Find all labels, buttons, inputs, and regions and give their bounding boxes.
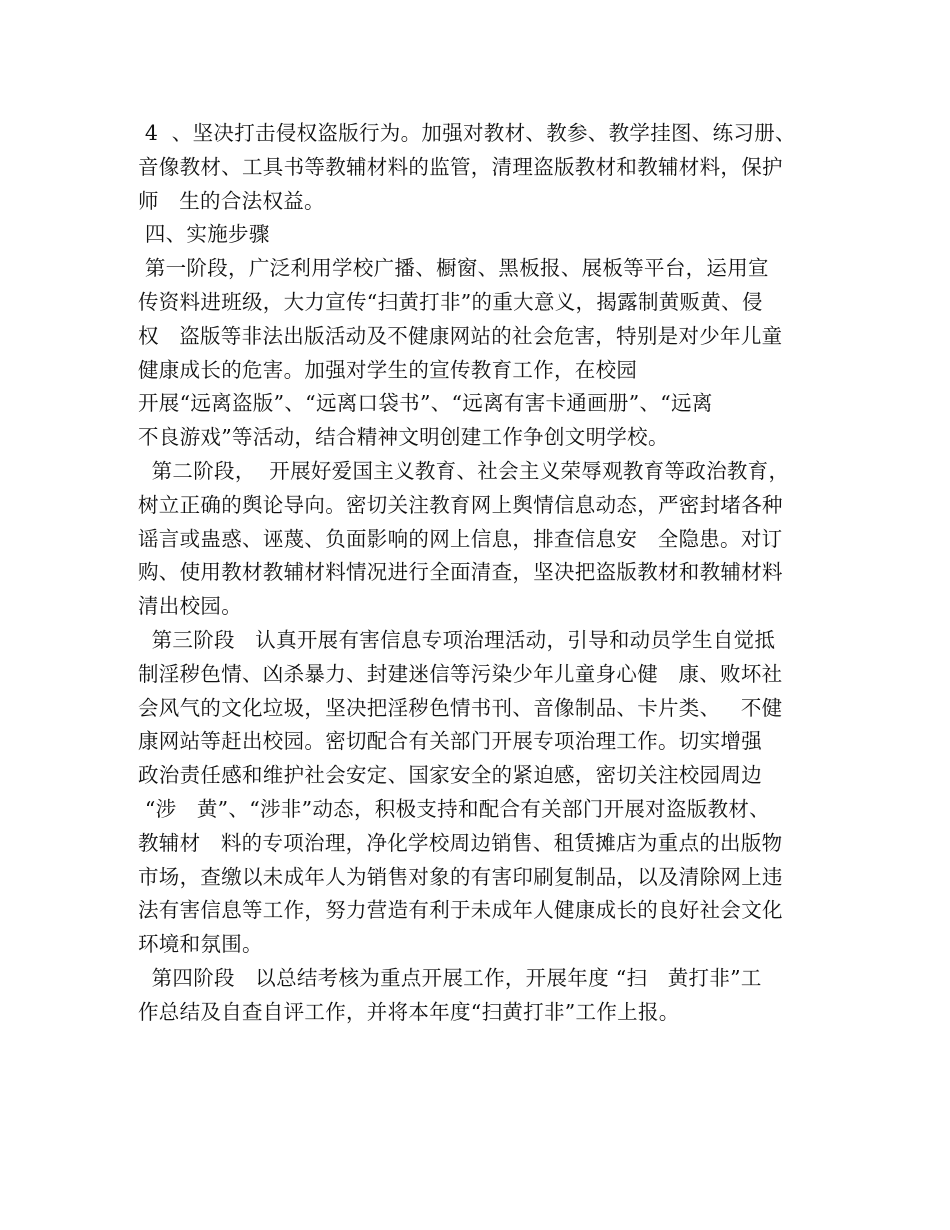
text-line: 4 、坚决打击侵权盗版行为。加强对教材、教参、教学挂图、练习册、 — [138, 121, 796, 145]
text-line: 谣言或蛊惑、诬蔑、负面影响的网上信息，排查信息安 全隐患。对订 — [138, 526, 783, 551]
text-line: 制淫秽色情、凶杀暴力、封建迷信等污染少年儿童身心健 康、败坏社 — [138, 661, 783, 686]
text-line: 政治责任感和维护社会安定、国家安全的紧迫感，密切关注校园周边 — [138, 763, 762, 788]
text-line: 法有害信息等工作，努力营造有利于未成年人健康成长的良好社会文化 — [138, 898, 783, 923]
text-line: 开展“远离盗版”、“远离口袋书”、“远离有害卡通画册”、“远离 — [138, 391, 713, 416]
text-line: 环境和氛围。 — [138, 932, 263, 957]
text-line: 会风气的文化垃圾，坚决把淫秽色情书刊、音像制品、卡片类、 不健 — [138, 695, 783, 720]
text-line: 第三阶段 认真开展有害信息专项治理活动，引导和动员学生自觉抵 — [138, 627, 776, 652]
text-line: 市场，查缴以未成年人为销售对象的有害印刷复制品，以及清除网上违 — [138, 864, 783, 889]
text-line: 购、使用教材教辅材料情况进行全面清查，坚决把盗版教材和教辅材料 — [138, 560, 783, 585]
text-line: 不良游戏”等活动，结合精神文明创建工作争创文明学校。 — [138, 425, 669, 450]
text-line: “涉 黄”、“涉非”动态，积极支持和配合有关部门开展对盗版教材、 — [138, 796, 770, 821]
text-line: 传资料进班级，大力宣传“扫黄打非”的重大意义，揭露制黄贩黄、侵 — [138, 289, 763, 314]
document-body — [138, 117, 838, 1030]
text-line: 音像教材、工具书等教辅材料的监管，清理盗版教材和教辅材料，保护 — [138, 154, 783, 179]
text-line: 权 盗版等非法出版活动及不健康网站的社会危害，特别是对少年儿童 — [138, 323, 783, 348]
text-line: 树立正确的舆论导向。密切关注教育网上舆情信息动态，严密封堵各种 — [138, 492, 783, 517]
section-heading: 四、实施步骤 — [138, 222, 270, 247]
text-line: 清出校园。 — [138, 594, 242, 619]
text-line: 第二阶段， 开展好爱国主义教育、社会主义荣辱观教育等政治教育， — [138, 458, 790, 483]
text-line: 健康成长的危害。加强对学生的宣传教育工作，在校园 — [138, 357, 638, 382]
text-line: 第四阶段 以总结考核为重点开展工作，开展年度 “扫 黄打非”工 — [138, 965, 762, 990]
text-line: 康网站等赶出校园。密切配合有关部门开展专项治理工作。切实增强 — [138, 729, 762, 754]
text-line: 教辅材 料的专项治理，净化学校周边销售、租赁摊店为重点的出版物 — [138, 830, 783, 855]
text-line: 师 生的合法权益。 — [138, 188, 325, 213]
text-line: 第一阶段，广泛利用学校广播、橱窗、黑板报、展板等平台，运用宣 — [138, 256, 769, 281]
text-line: 作总结及自查自评工作，并将本年度“扫黄打非”工作上报。 — [138, 999, 680, 1024]
